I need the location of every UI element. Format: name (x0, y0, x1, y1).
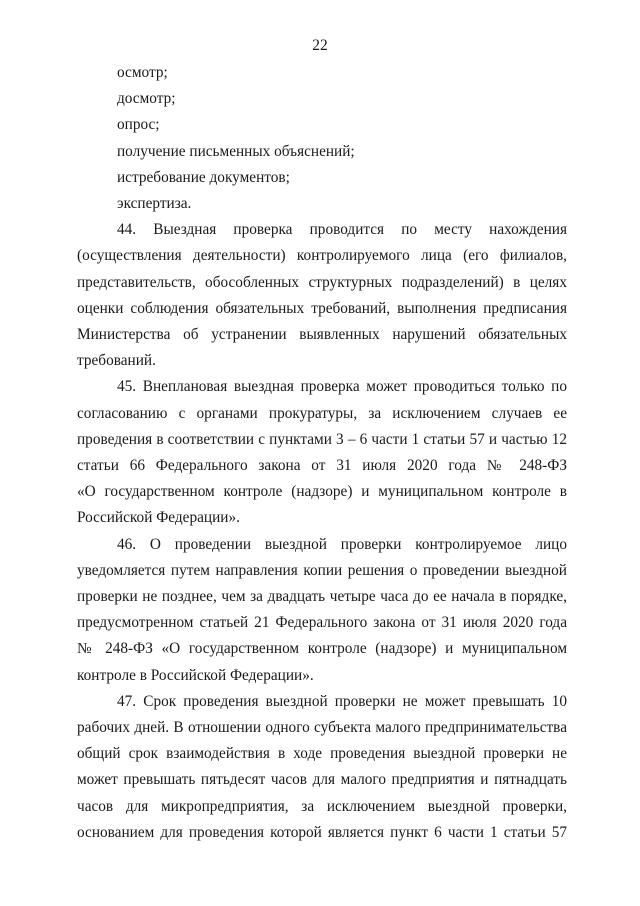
paragraph-line: (осуществления деятельности) контролируемого лица (его филиалов, (77, 247, 567, 265)
paragraph-line: Министерства об устранении выявленных нарушений обязательных (77, 326, 567, 344)
list-item: истребование документов; (117, 168, 290, 186)
paragraph-47 (77, 689, 567, 846)
list-item: получение письменных объяснений; (117, 142, 355, 160)
list-item: экспертиза. (117, 195, 192, 213)
paragraph-46 (77, 532, 567, 689)
paragraph-line: согласованию с органами прокуратуры, за исключением случаев ее (77, 404, 567, 422)
paragraph-line: Российской Федерации». (77, 509, 240, 527)
paragraph-line: может превышать пятьдесят часов для малого предприятия и пятнадцать (77, 771, 567, 789)
paragraph-line: статьи 66 Федерального закона от 31 июля 2020 года № 248-ФЗ (77, 457, 567, 475)
list-item: осмотр; (117, 64, 168, 81)
paragraph-line: рабочих дней. В отношении одного субъекта малого предпринимательства (77, 719, 567, 737)
paragraph-line: уведомляется путем направления копии решения о проведении выездной (77, 561, 567, 579)
paragraph-line: основанием для проведения которой является пункт 6 части 1 статьи 57 (77, 823, 567, 841)
list-item: досмотр; (117, 90, 176, 108)
paragraph-line: представительств, обособленных структурных подразделений) в целях (77, 273, 567, 291)
paragraph-line: оценки соблюдения обязательных требований, выполнения предписания (77, 299, 567, 317)
paragraph-line: 46. О проведении выездной проверки контролируемое лицо (117, 535, 567, 553)
paragraph-44 (77, 217, 567, 374)
page-number: 22 (312, 37, 328, 54)
list-item: опрос; (117, 116, 160, 134)
paragraph-line: часов для микропредприятия, за исключением выездной проверки, (77, 797, 567, 815)
list-block (77, 60, 567, 217)
paragraph-line: № 248-ФЗ «О государственном контроле (надзоре) и муниципальном (77, 640, 567, 658)
paragraph-line: общий срок взаимодействия в ходе проведения выездной проверки не (77, 745, 567, 763)
paragraph-line: «О государственном контроле (надзоре) и муниципальном контроле в (77, 483, 567, 501)
paragraph-line: 44. Выездная проверка проводится по месту нахождения (117, 221, 567, 239)
paragraph-line: проведения в соответствии с пунктами 3 – 6 части 1 статьи 57 и частью 12 (77, 430, 567, 448)
paragraph-line: 47. Срок проведения выездной проверки не может превышать 10 (117, 692, 567, 710)
document-body (77, 60, 567, 846)
paragraph-line: 45. Внеплановая выездная проверка может проводиться только по (117, 378, 567, 396)
paragraph-line: контроле в Российской Федерации». (77, 666, 314, 684)
paragraph-45 (77, 374, 567, 531)
paragraph-line: требований. (77, 352, 156, 370)
paragraph-line: проверки не позднее, чем за двадцать четыре часа до ее начала в порядке, (77, 588, 567, 606)
paragraph-line: предусмотренном статьей 21 Федерального закона от 31 июля 2020 года (77, 614, 567, 632)
